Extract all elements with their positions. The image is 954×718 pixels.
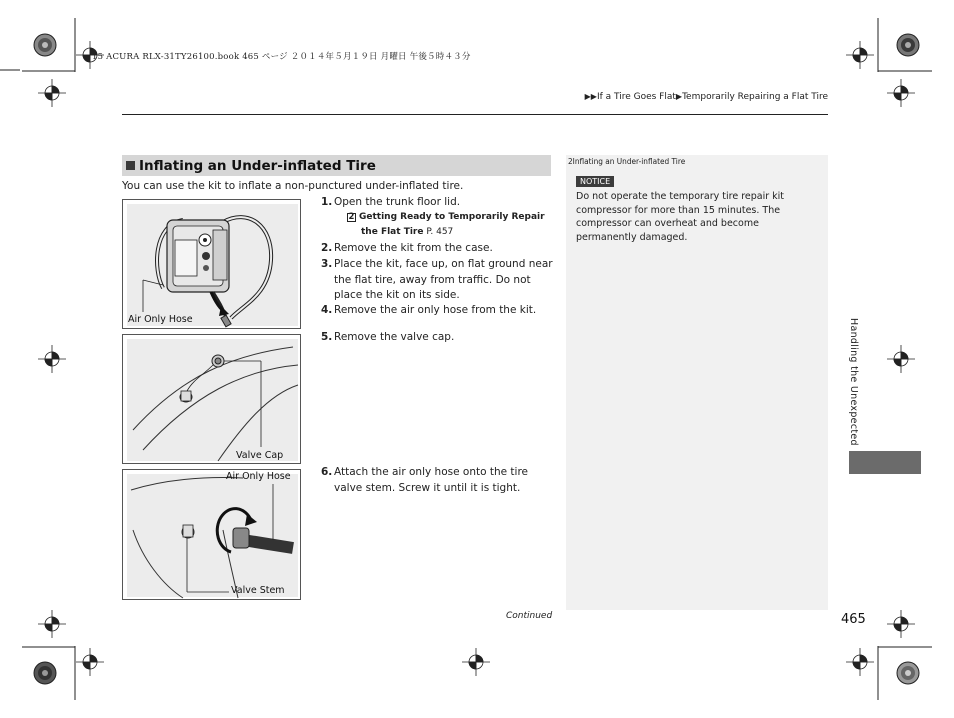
label-air-only-hose: Air Only Hose	[128, 314, 193, 325]
reference-line-2: the Flat Tire	[361, 227, 424, 237]
step-text: Place the kit, face up, on flat ground near the flat tire, away from traffic. Do not place the kit on its side.	[334, 258, 553, 301]
step-6	[321, 465, 553, 496]
breadcrumb-item-repair[interactable]: Temporarily Repairing a Flat Tire	[682, 92, 828, 102]
label-valve-cap: Valve Cap	[236, 450, 284, 461]
reference-page: P. 457	[426, 227, 454, 237]
side-tab-label	[848, 318, 860, 446]
step-text: Remove the kit from the case.	[334, 242, 493, 254]
breadcrumb-arrow-icon: ▶	[675, 92, 683, 101]
continued-label: Continued	[506, 611, 553, 621]
step-number: 5.	[321, 331, 333, 343]
figure-hose-attach	[122, 469, 301, 600]
section-heading	[122, 155, 551, 176]
breadcrumb-arrow-icon: ▶▶	[584, 92, 597, 101]
side-tab-text: Handling the Unexpected	[848, 318, 859, 446]
step-number: 6.	[321, 466, 333, 478]
section-title: Inflating an Under-inflated Tire	[139, 157, 376, 174]
notice-sidebar	[566, 155, 828, 610]
section-square-icon	[126, 161, 135, 170]
step-number: 1.	[321, 196, 333, 208]
cross-reference-link[interactable]	[347, 210, 557, 240]
side-tab-block[interactable]	[849, 451, 921, 474]
label-valve-stem: Valve Stem	[231, 585, 285, 596]
step-text: Attach the air only hose onto the tire valve stem. Screw it until it is tight.	[334, 466, 529, 494]
notice-text: Do not operate the temporary tire repair kit compressor for more than 15 minutes. The compressor can overheat and become permanently damaged.	[576, 191, 785, 243]
step-4	[321, 303, 553, 319]
step-number: 2.	[321, 242, 333, 254]
step-text: Remove the valve cap.	[334, 331, 455, 343]
intro-text: You can use the kit to inflate a non-punctured under-inflated tire.	[122, 180, 464, 192]
label-air-only-hose-top: Air Only Hose	[226, 471, 291, 482]
breadcrumb-item-flat-tire[interactable]: If a Tire Goes Flat	[596, 92, 676, 102]
reference-line-1: Getting Ready to Temporarily Repair	[359, 212, 545, 222]
step-2	[321, 241, 553, 257]
step-text: Remove the air only hose from the kit.	[334, 304, 537, 316]
sidebar-heading: 2Inflating an Under-inflated Tire	[568, 157, 686, 166]
breadcrumb	[585, 92, 828, 102]
repair-kit-illustration	[123, 200, 301, 329]
print-header: 15 ACURA RLX-31TY26100.book 465 ページ ２０１４年５月１９日 月曜日 午後５時４３分	[92, 52, 471, 62]
step-3	[321, 257, 553, 304]
notice-badge: NOTICE	[576, 176, 614, 187]
step-number: 4.	[321, 304, 333, 316]
figure-valve-cap	[122, 334, 301, 464]
figure-repair-kit	[122, 199, 301, 329]
valve-cap-illustration	[123, 335, 301, 464]
step-text: Open the trunk floor lid.	[334, 196, 461, 208]
header-rule	[122, 114, 828, 115]
step-1	[321, 195, 553, 211]
page-number: 465	[841, 612, 866, 627]
step-5	[321, 330, 553, 346]
reference-arrow-icon: 2	[348, 212, 355, 222]
hose-attach-illustration	[123, 470, 301, 600]
step-number: 3.	[321, 258, 333, 270]
sidebar-arrow-icon: 2	[568, 157, 573, 166]
